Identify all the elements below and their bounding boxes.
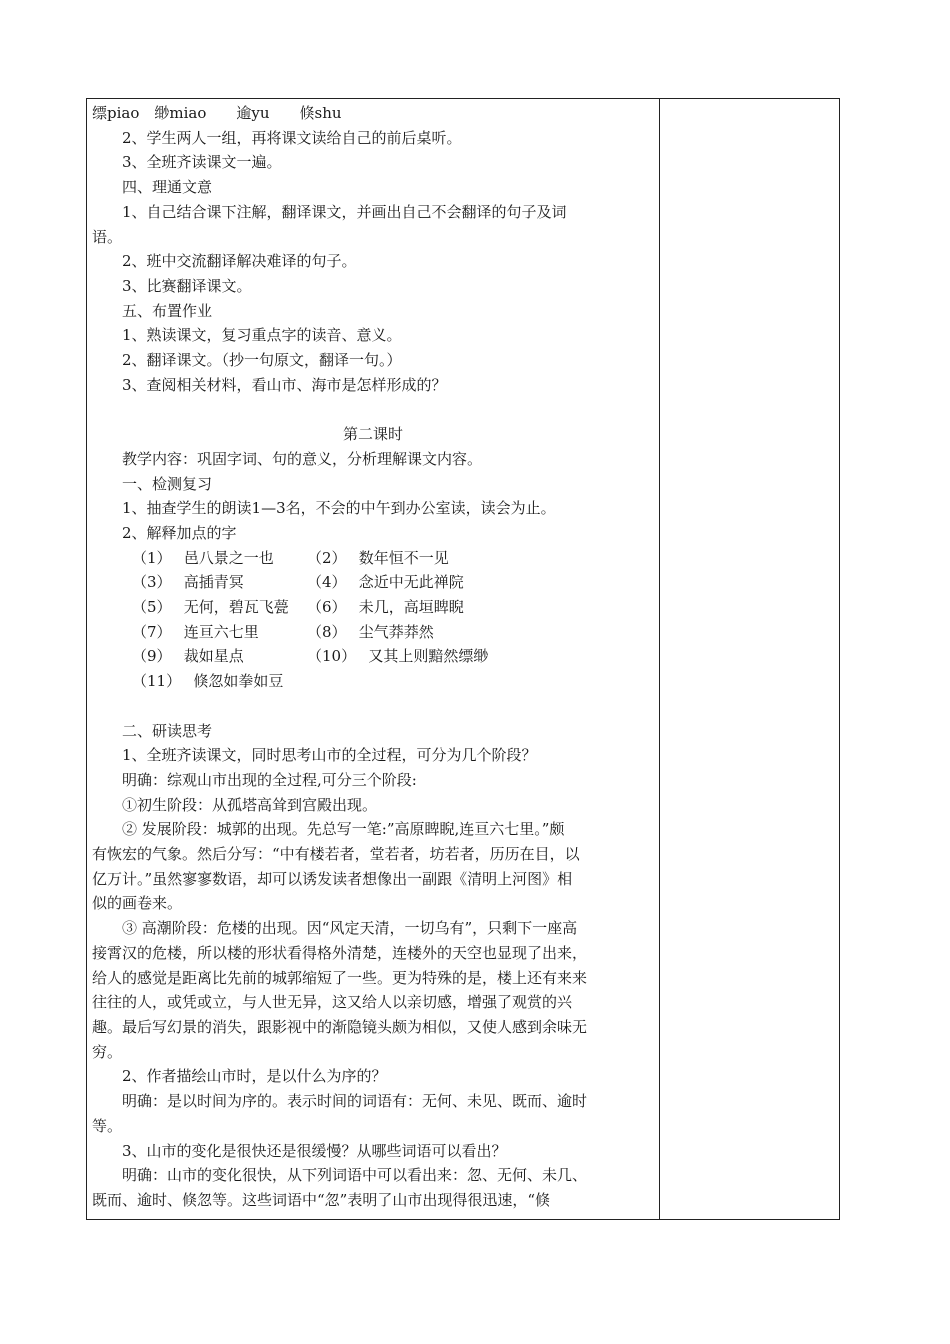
vocab-item: （6） 未几，高垣睥睨 [307,598,464,617]
text-line: 既而、逾时、倏忽等。这些词语中“忽”表明了山市出现得很迅速，“倏 [92,1190,551,1209]
vocab-row [92,570,654,595]
text-line: 明确：是以时间为序的。表示时间的词语有：无何、未见、既而、逾时 [122,1092,588,1111]
vocab-item: （2） 数年恒不一见 [307,548,449,567]
vocab-item: （3） 高插青冥 [132,573,244,592]
vocab-item: （5） 无何，碧瓦飞甍 [132,598,289,617]
vocab-row [92,620,654,645]
text-line: 往往的人，或凭或立，与人世无异，这又给人以亲切感，增强了观赏的兴 [92,993,573,1012]
vocab-row [92,546,654,571]
vocab-item: （4） 念近中无此禅院 [307,573,464,592]
vocab-item: （11） 倏忽如拳如豆 [132,672,284,691]
text-line: 3、比赛翻译课文。 [122,276,252,295]
section-heading: 四、理通文意 [122,178,213,197]
text-line: 穷。 [92,1042,123,1061]
vocab-item: （1） 邑八景之一也 [132,548,274,567]
vocab-row [92,669,654,694]
lesson-plan-table [86,98,840,1220]
text-line: 给人的感觉是距离比先前的城郭缩短了一些。更为特殊的是，楼上还有来来 [92,968,588,987]
text-line: 2、学生两人一组，再将课文读给自己的前后桌听。 [122,128,462,147]
vocab-row [92,595,654,620]
text-line: 有恢宏的气象。然后分写：“中有楼若者，堂若者，坊若者，历历在目，以 [92,845,580,864]
text-line: 1、自己结合课下注解，翻译课文，并画出自己不会翻译的句子及词 [122,202,567,221]
pronunciation-line: 缥piao 缈miao 逾yu 倏shu [92,104,342,122]
vocab-item: （8） 尘气莽莽然 [307,622,434,641]
text-line: 1、抽查学生的朗读1—3名，不会的中午到办公室读，读会为止。 [122,499,556,518]
section-heading: 二、研读思考 [122,721,213,740]
text-line: 3、查阅相关材料，看山市、海市是怎样形成的？ [122,375,447,394]
text-line: 1、熟读课文，复习重点字的读音、意义。 [122,326,402,345]
section-heading: 五、布置作业 [122,301,213,320]
vocab-item: （7） 连亘六七里 [132,622,259,641]
blank-line [92,694,654,719]
text-line: 似的画卷来。 [92,894,183,913]
section-heading: 一、检测复习 [122,474,213,493]
column-divider [659,99,660,1219]
text-line: ①初生阶段：从孤塔高耸到宫殿出现。 [122,795,378,814]
text-line: 亿万计。”虽然寥寥数语，却可以诱发读者想像出一副跟《清明上河图》相 [92,869,573,888]
text-line: ② 发展阶段：城郭的出现。先总写一笔:”高原睥睨,连亘六七里。”颇 [122,820,565,839]
text-line: 明确：山市的变化很快，从下列词语中可以看出来：忽、无何、未几、 [122,1166,588,1185]
text-line: 1、全班齐读课文，同时思考山市的全过程，可分为几个阶段？ [122,746,537,765]
vocab-item: （10） 又其上则黯然缥缈 [307,647,489,666]
text-line: ③ 高潮阶段：危楼的出现。因“风定天清，一切乌有”，只剩下一座高 [122,919,578,938]
text-line: 等。 [92,1116,123,1135]
text-line: 教学内容：巩固字词、句的意义，分析理解课文内容。 [122,449,483,468]
text-line: 3、山市的变化是很快还是很缓慢？从哪些词语可以看出？ [122,1141,507,1160]
main-column [92,101,654,1213]
vocab-item: （9） 裁如星点 [132,647,244,666]
vocab-row [92,644,654,669]
text-line: 2、翻译课文。（抄一句原文，翻译一句。） [122,351,402,370]
text-line: 2、班中交流翻译解决难译的句子。 [122,252,357,271]
text-line: 2、作者描绘山市时，是以什么为序的？ [122,1067,387,1086]
text-line: 接霄汉的危楼，所以楼的形状看得格外清楚，连楼外的天空也显现了出来， [92,943,588,962]
text-line: 2、解释加点的字 [122,523,237,542]
lesson-title: 第二课时 [342,425,403,444]
text-line: 明确：综观山市出现的全过程,可分三个阶段: [122,770,417,789]
text-line: 语。 [92,227,123,246]
text-line: 3、全班齐读课文一遍。 [122,153,282,172]
blank-line [92,397,654,422]
text-line: 趣。最后写幻景的消失，跟影视中的渐隐镜头颇为相似，又使人感到余味无 [92,1017,588,1036]
